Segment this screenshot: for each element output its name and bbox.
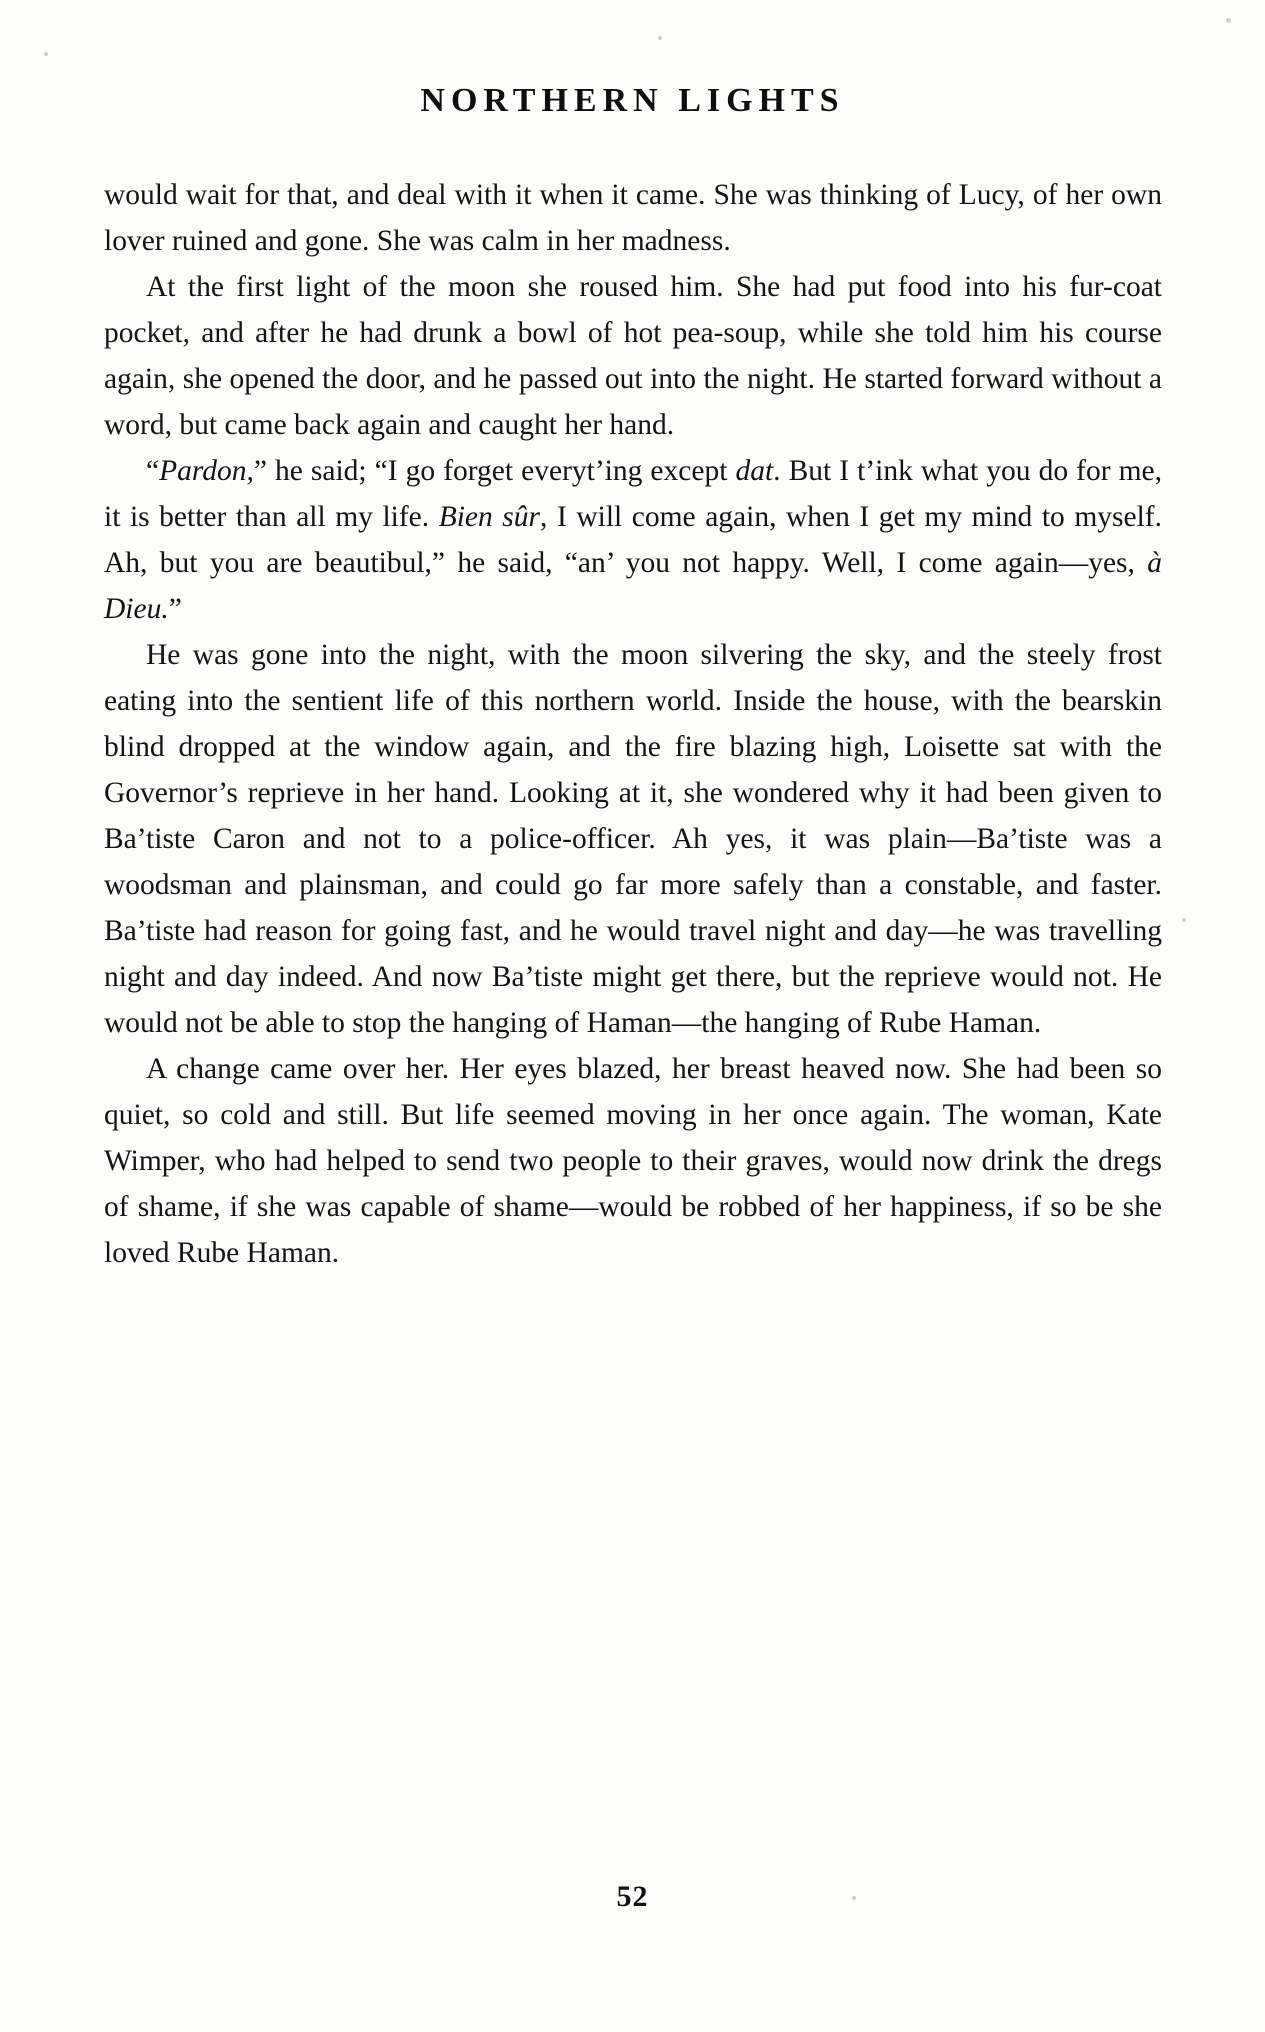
- paragraph-1: would wait for that, and deal with it when it came. She was thinking of Lucy, of her own lover ruined and gone. She was calm in her madness.: [104, 179, 1162, 257]
- run-bien-sur-italic: Bien sûr: [438, 501, 541, 533]
- run-said-text: ” he said; “I go forget everyt’ing except: [253, 455, 736, 487]
- page-running-head: NORTHERN LIGHTS: [420, 82, 845, 119]
- paper-speck: [1226, 18, 1231, 23]
- run-a-dieu-italic: à Dieu.: [104, 547, 1162, 625]
- run-tail-text: , I will come again, when I get my mind to myself. Ah, but you are beautibul,” he said, “an’ you not happy. Well, I come again—yes,: [104, 501, 1162, 579]
- run-dat-italic: dat: [735, 455, 774, 487]
- paragraph-5: A change came over her. Her eyes blazed, her breast heaved now. She had been so quiet, so cold and still. But life seemed moving in her once again. The woman, Kate Wimper, who had helped to send two people to their graves, would now drink the dregs of shame, if she was capable of shame—would be robbed of her happiness, if so be she loved Rube Haman.: [104, 1053, 1162, 1269]
- run-quote-close: ”: [168, 593, 182, 625]
- run-quote-open: “: [146, 455, 160, 487]
- paper-speck: [44, 52, 48, 56]
- paper-speck: [658, 36, 662, 40]
- run-pardon-italic: Pardon,: [159, 455, 254, 487]
- page-number: 52: [616, 1880, 649, 1913]
- paragraph-4: He was gone into the night, with the moon silvering the sky, and the steely frost eating into the sentient life of this northern world. Inside the house, with the bearskin blind dropped at the window again, and the fire blazing high, Loisette sat with the Governor’s reprieve in her hand. Looking at it, she wondered why it had been given to Ba’tiste Caron and not to a police-officer. Ah yes, it was plain—Ba’tiste was a woodsman and plainsman, and could go far more safely than a constable, and faster. Ba’tiste had reason for going fast, and he would travel night and day—he was travelling night and day indeed. And now Ba’tiste might get there, but the reprieve would not. He would not be able to stop the hanging of Haman—the hanging of Rube Haman.: [104, 639, 1162, 1039]
- paragraph-3: [104, 448, 1162, 632]
- page-body-text: [104, 172, 1162, 1276]
- paragraph-2: At the first light of the moon she roused him. She had put food into his fur-coat pocket, and after he had drunk a bowl of hot pea-soup, while she told him his course again, she opened the door, and he passed out into the night. He started forward without a word, but came back again and caught her hand.: [104, 271, 1162, 441]
- paper-speck: [1182, 918, 1186, 922]
- run-middle-text: . But I t’ink what you do for me, it is better than all my life.: [104, 455, 1162, 533]
